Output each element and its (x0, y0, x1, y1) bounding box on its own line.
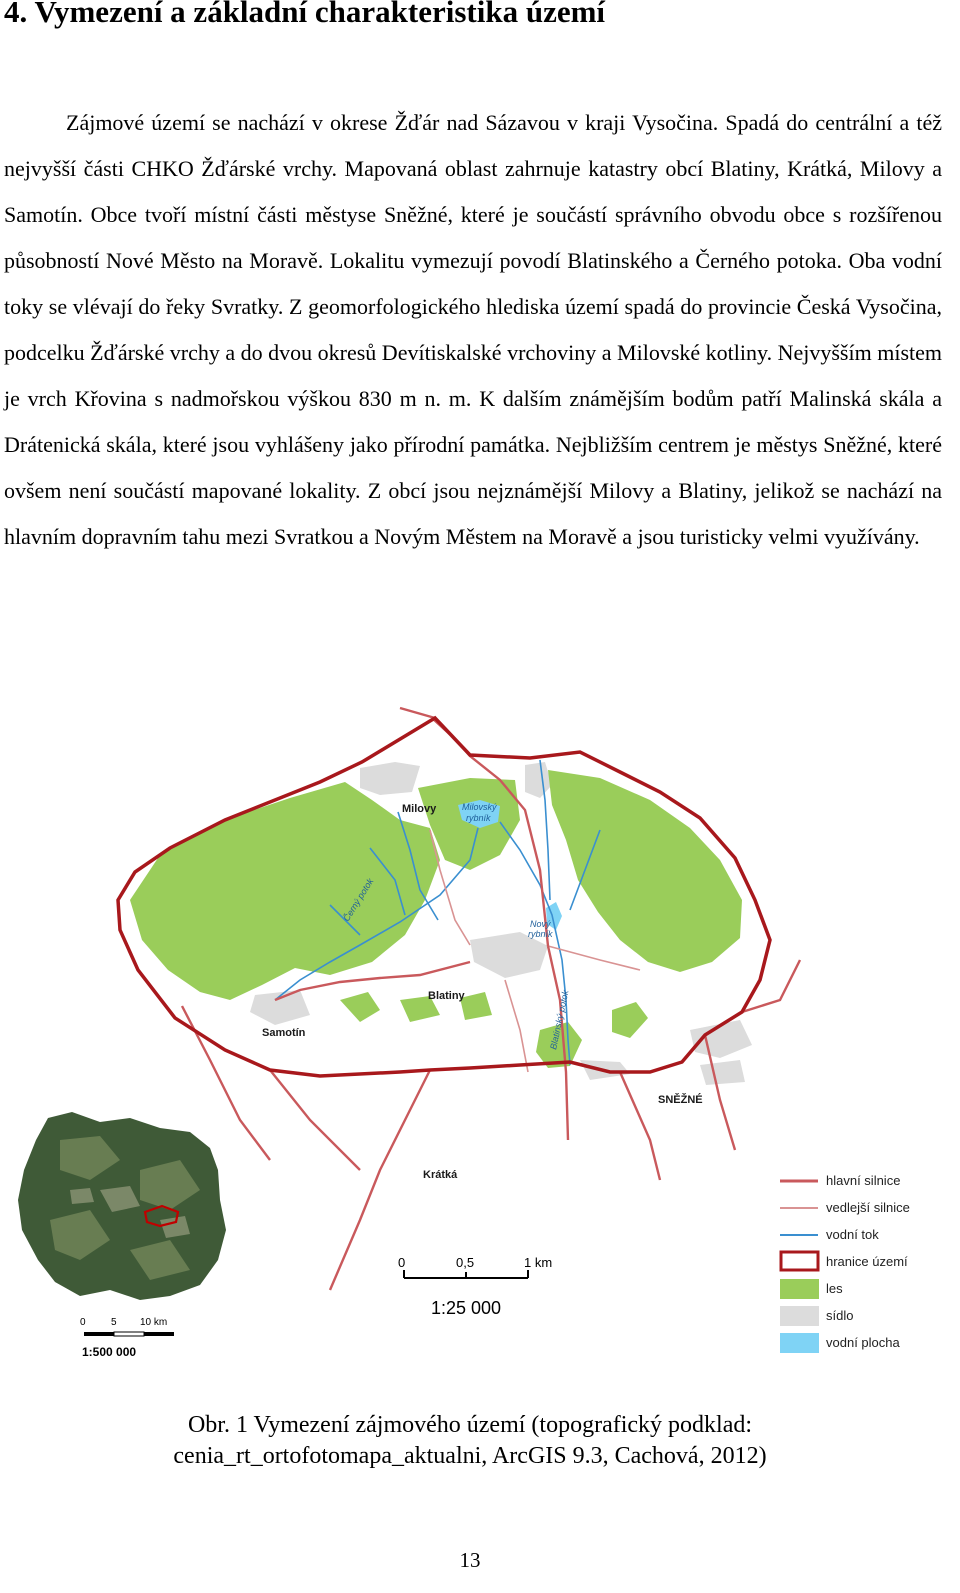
inset-scale-tick-0: 0 (80, 1317, 86, 1328)
main-scale-bar (398, 1255, 552, 1318)
inset-scale-ratio: 1:500 000 (82, 1345, 137, 1359)
legend-label-settlement: sídlo (826, 1308, 854, 1323)
water-label-novy-2: rybník (528, 929, 553, 939)
place-label-samotin: Samotín (262, 1027, 306, 1039)
figure-caption-line-1: Obr. 1 Vymezení zájmového území (topografický podklad: (187, 1412, 753, 1438)
main-scale-tick-2: 1 km (524, 1255, 553, 1270)
legend-label-main-road: hlavní silnice (826, 1173, 901, 1188)
legend-label-side-road: vedlejší silnice (826, 1200, 910, 1215)
legend-label-boundary: hranice území (826, 1254, 908, 1269)
inset-scale-tick-2: 10 km (140, 1317, 168, 1328)
legend-symbol-boundary (781, 1252, 818, 1270)
inset-scale-tick-1: 5 (111, 1317, 117, 1328)
main-scale-tick-1: 0,5 (456, 1255, 475, 1270)
place-label-snezne: SNĚŽNÉ (658, 1094, 703, 1106)
legend-symbol-water (780, 1333, 819, 1353)
figure-caption-line-2: cenia_rt_ortofotomapa_aktualni, ArcGIS 9.3, Cachová, 2012) (173, 1443, 767, 1469)
water-label-milovsky-2: rybník (466, 813, 491, 823)
water-label-novy-1: Nový (530, 919, 551, 929)
place-label-kratka: Krátká (423, 1169, 458, 1181)
inset-map (18, 1112, 226, 1300)
water-label-blatinsky-potok: Blatinský potok (548, 989, 571, 1051)
place-label-milovy: Milovy (402, 803, 437, 815)
inset-scale-bar (80, 1317, 174, 1359)
page-number: 13 (459, 1548, 481, 1572)
place-label-blatiny: Blatiny (428, 990, 465, 1002)
section-heading: 4. Vymezení a základní charakteristika území (4, 0, 606, 29)
map-legend (780, 1173, 910, 1353)
territory-map (0, 700, 960, 1390)
legend-symbol-forest (780, 1279, 819, 1299)
water-label-milovsky-1: Milovský (462, 802, 497, 812)
legend-label-stream: vodní tok (826, 1227, 879, 1242)
main-scale-ratio: 1:25 000 (431, 1298, 502, 1318)
legend-symbol-settlement (780, 1306, 819, 1326)
legend-label-forest: les (826, 1281, 843, 1296)
water-label-cerny-potok: Černý potok (341, 876, 376, 924)
legend-label-water: vodní plocha (826, 1335, 900, 1350)
main-scale-tick-0: 0 (398, 1255, 406, 1270)
body-paragraph: Zájmové území se nachází v okrese Žďár nad Sázavou v kraji Vysočina. Spadá do centrální a též nejvyšší části CHKO Žďárské vrchy. Mapovaná oblast zahrnuje katastry obcí Blatiny, Krátká, Milovy a Samotín. Obce tvoří místní části městyse Sněžné, které je součástí správního obvodu obce s rozšířenou působností Nové Město na Moravě. Lokalitu vymezují povodí Blatinského a Černého potoka. Oba vodní toky se vlévají do řeky Svratky. Z geomorfologického hlediska území spadá do provincie Česká Vysočina, podcelku Žďárské vrchy a do dvou okresů Devítiskalské vrchoviny a Milovské kotliny. Nejvyšším místem je vrch Křovina s nadmořskou výškou 830 m n. m. K dalším známějším bodům patří Malinská skála a Drátenická skála, které jsou vyhlášeny jako přírodní památka. Nejbližším centrem je městys Sněžné, které ovšem není součástí mapované lokality. Z obcí jsou nejznámější Milovy a Blatiny, jelikož se nachází na hlavním dopravním tahu mezi Svratkou a Novým Městem na Moravě a jsou turisticky velmi využívány. (4, 110, 942, 549)
